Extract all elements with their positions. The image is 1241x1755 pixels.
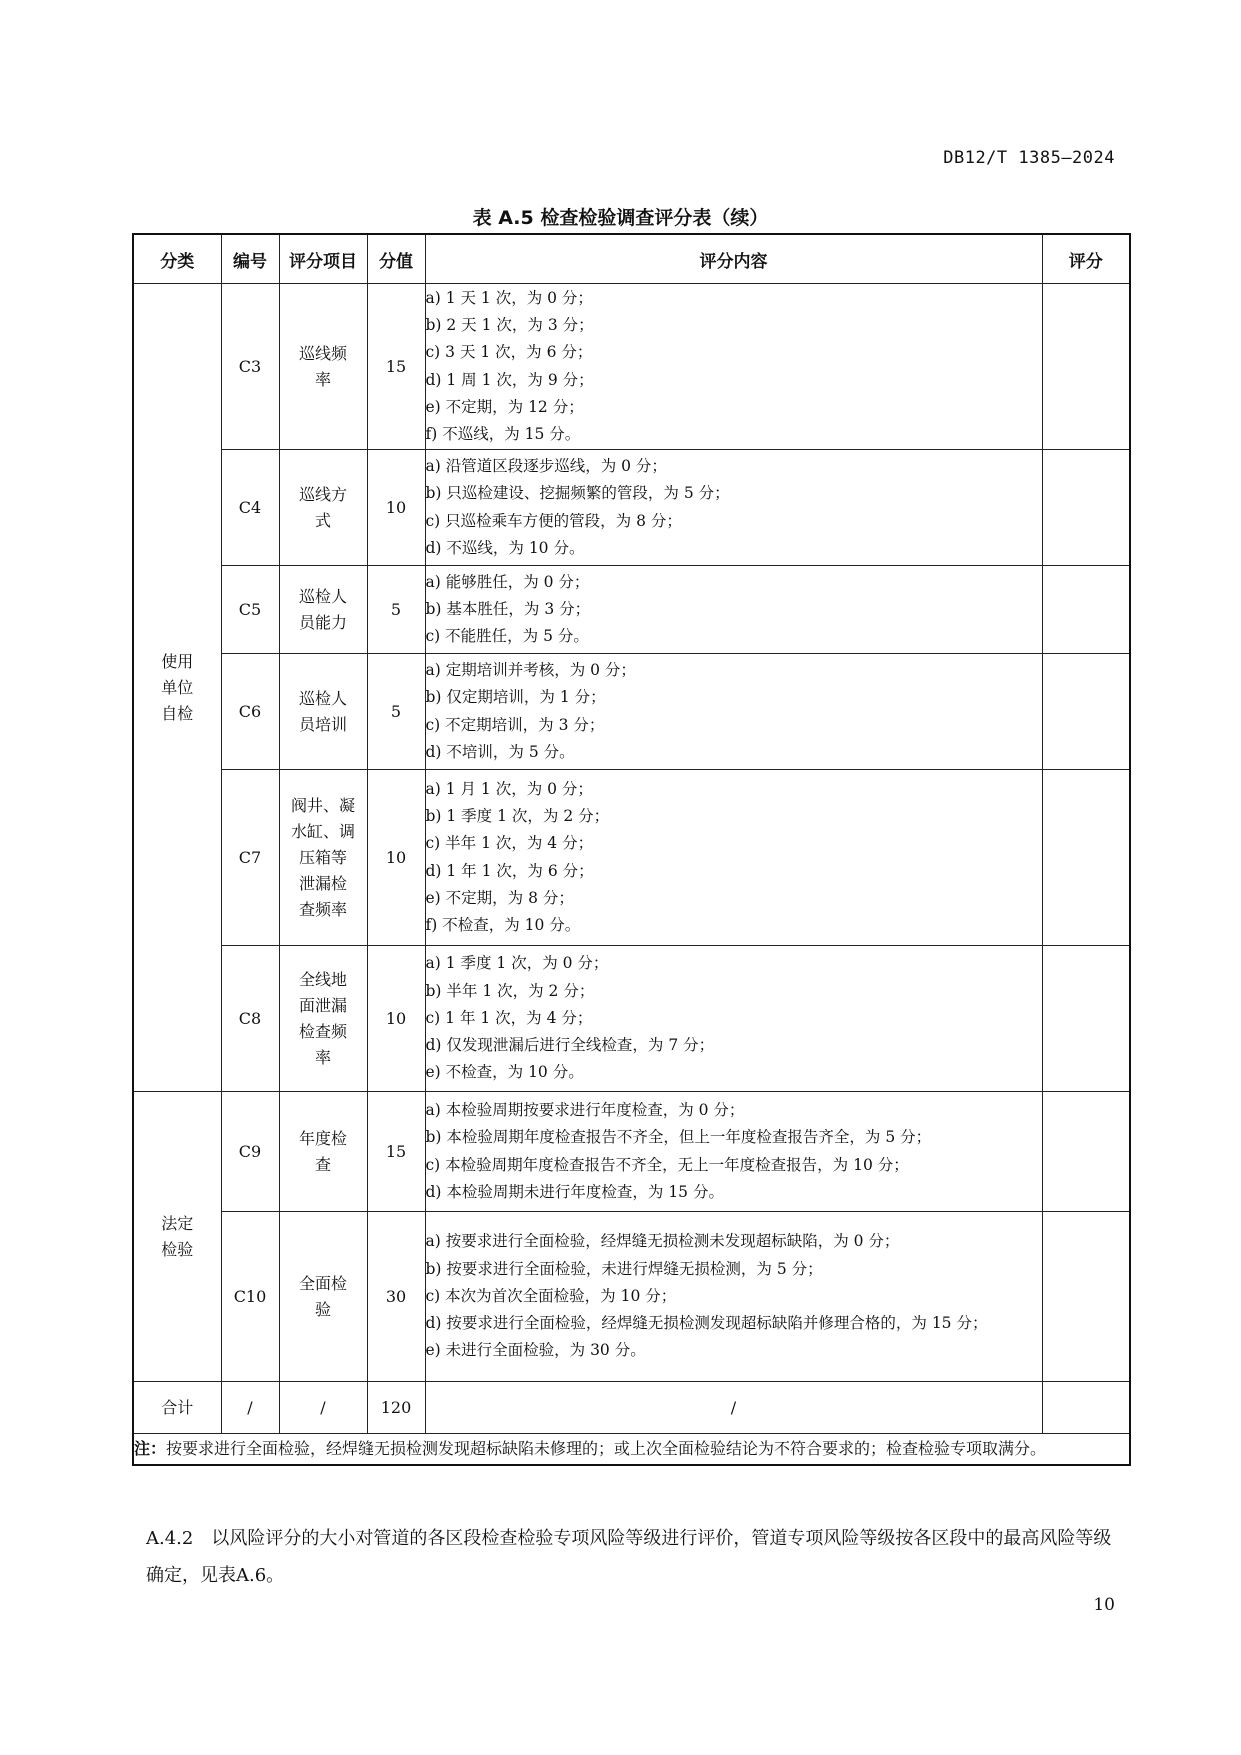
scoring-option-line: c) 半年 1 次，为 4 分； bbox=[425, 834, 594, 853]
scoring-option-line: f) 不检查，为 10 分。 bbox=[425, 915, 581, 934]
item-name-cell: 年度检 查 bbox=[279, 1092, 367, 1212]
scoring-option-line: e) 不检查，为 10 分。 bbox=[425, 1063, 584, 1082]
scoring-option-line: c) 不定期培训，为 3 分； bbox=[425, 715, 605, 734]
item-name-cell: 全面检 验 bbox=[279, 1212, 367, 1382]
total-label-cell: 合计 bbox=[133, 1382, 221, 1434]
scoring-content-cell bbox=[425, 450, 1042, 566]
scoring-content-cell bbox=[425, 654, 1042, 770]
score-value-cell: 15 bbox=[367, 1092, 425, 1212]
scoring-option-line: d) 按要求进行全面检验，经焊缝无损检测发现超标缺陷并修理合格的，为 15 分； bbox=[425, 1314, 988, 1333]
table-row bbox=[133, 1212, 1130, 1382]
col-header-content: 评分内容 bbox=[425, 234, 1042, 284]
rating-cell[interactable] bbox=[1042, 1212, 1130, 1382]
scoring-option-line: a) 1 天 1 次，为 0 分； bbox=[425, 288, 593, 307]
item-name-cell: 巡检人 员培训 bbox=[279, 654, 367, 770]
item-id-cell: C4 bbox=[221, 450, 279, 566]
note-text: 按要求进行全面检验，经焊缝无损检测发现超标缺陷未修理的；或上次全面检验结论为不符合要求的；检查检验专项取满分。 bbox=[166, 1439, 1047, 1458]
scoring-option-line: a) 沿管道区段逐步巡线，为 0 分； bbox=[425, 457, 667, 476]
scoring-content-cell bbox=[425, 1212, 1042, 1382]
rating-cell[interactable] bbox=[1042, 450, 1130, 566]
item-name-cell: 巡线频 率 bbox=[279, 284, 367, 450]
score-value-cell: 30 bbox=[367, 1212, 425, 1382]
item-id-cell: C7 bbox=[221, 770, 279, 946]
col-header-category: 分类 bbox=[133, 234, 221, 284]
item-id-cell: C6 bbox=[221, 654, 279, 770]
col-header-rating: 评分 bbox=[1042, 234, 1130, 284]
scoring-option-line: d) 1 年 1 次，为 6 分； bbox=[425, 861, 594, 880]
scoring-content-cell bbox=[425, 946, 1042, 1092]
table-row bbox=[133, 450, 1130, 566]
category-cell: 法定 检验 bbox=[133, 1092, 221, 1382]
item-id-cell: C8 bbox=[221, 946, 279, 1092]
col-header-score: 分值 bbox=[367, 234, 425, 284]
scoring-option-line: e) 未进行全面检验，为 30 分。 bbox=[425, 1341, 646, 1360]
scoring-option-line: a) 能够胜任，为 0 分； bbox=[425, 572, 590, 591]
scoring-option-line: a) 本检验周期按要求进行年度检查，为 0 分； bbox=[425, 1101, 745, 1120]
item-id-cell: C3 bbox=[221, 284, 279, 450]
col-header-item: 评分项目 bbox=[279, 234, 367, 284]
scoring-option-line: b) 只巡检建设、挖掘频繁的管段，为 5 分； bbox=[425, 484, 730, 503]
scoring-option-line: a) 按要求进行全面检验，经焊缝无损检测未发现超标缺陷，为 0 分； bbox=[425, 1232, 900, 1251]
table-header-row bbox=[133, 234, 1130, 284]
rating-cell[interactable] bbox=[1042, 566, 1130, 654]
scoring-option-line: d) 仅发现泄漏后进行全线检查，为 7 分； bbox=[425, 1036, 715, 1055]
table-row bbox=[133, 770, 1130, 946]
scoring-option-line: e) 不定期，为 12 分； bbox=[425, 397, 584, 416]
scoring-option-line: b) 仅定期培训，为 1 分； bbox=[425, 688, 606, 707]
item-id-cell: C10 bbox=[221, 1212, 279, 1382]
item-id-cell: C5 bbox=[221, 566, 279, 654]
total-score-cell: 120 bbox=[367, 1382, 425, 1434]
table-row bbox=[133, 946, 1130, 1092]
item-name-cell: 巡线方 式 bbox=[279, 450, 367, 566]
scoring-option-line: b) 半年 1 次，为 2 分； bbox=[425, 981, 595, 1000]
item-id-cell: C9 bbox=[221, 1092, 279, 1212]
scoring-option-line: a) 1 月 1 次，为 0 分； bbox=[425, 779, 593, 798]
scoring-option-line: f) 不巡线，为 15 分。 bbox=[425, 424, 581, 443]
scoring-option-line: b) 按要求进行全面检验，未进行焊缝无损检测，为 5 分； bbox=[425, 1259, 823, 1278]
scoring-content-cell bbox=[425, 566, 1042, 654]
item-name-cell: 阀井、凝 水缸、调 压箱等 泄漏检 查频率 bbox=[279, 770, 367, 946]
scoring-content-cell bbox=[425, 1092, 1042, 1212]
scoring-option-line: a) 1 季度 1 次，为 0 分； bbox=[425, 954, 609, 973]
scoring-option-line: c) 只巡检乘车方便的管段，为 8 分； bbox=[425, 511, 682, 530]
note-row bbox=[133, 1434, 1130, 1466]
item-name-cell: 巡检人 员能力 bbox=[279, 566, 367, 654]
note-label: 注： bbox=[134, 1439, 167, 1458]
scoring-option-line: e) 不定期，为 8 分； bbox=[425, 888, 574, 907]
scoring-content-cell bbox=[425, 284, 1042, 450]
rating-cell[interactable] bbox=[1042, 946, 1130, 1092]
rating-cell[interactable] bbox=[1042, 654, 1130, 770]
scoring-option-line: c) 3 天 1 次，为 6 分； bbox=[425, 343, 593, 362]
scoring-option-line: d) 本检验周期未进行年度检查，为 15 分。 bbox=[425, 1182, 724, 1201]
rating-cell[interactable] bbox=[1042, 770, 1130, 946]
total-item-cell: / bbox=[279, 1382, 367, 1434]
rating-cell[interactable] bbox=[1042, 1092, 1130, 1212]
col-header-id: 编号 bbox=[221, 234, 279, 284]
total-content-cell: / bbox=[425, 1382, 1042, 1434]
scoring-option-line: c) 1 年 1 次，为 4 分； bbox=[425, 1008, 593, 1027]
item-name-cell: 全线地 面泄漏 检查频 率 bbox=[279, 946, 367, 1092]
scoring-option-line: b) 1 季度 1 次，为 2 分； bbox=[425, 807, 610, 826]
scoring-option-line: a) 定期培训并考核，为 0 分； bbox=[425, 661, 636, 680]
rating-cell[interactable] bbox=[1042, 284, 1130, 450]
total-rating-cell[interactable] bbox=[1042, 1382, 1130, 1434]
scoring-option-line: c) 本次为首次全面检验，为 10 分； bbox=[425, 1286, 677, 1305]
section-paragraph: A.4.2 以风险评分的大小对管道的各区段检查检验专项风险等级进行评价，管道专项风险等级按各区段中的最高风险等级确定，见表A.6。 bbox=[146, 1528, 1112, 1586]
total-row bbox=[133, 1382, 1130, 1434]
scoring-option-line: d) 不培训，为 5 分。 bbox=[425, 742, 575, 761]
score-value-cell: 10 bbox=[367, 946, 425, 1092]
score-value-cell: 5 bbox=[367, 654, 425, 770]
table-title: 表 A.5 检查检验调查评分表（续） bbox=[472, 207, 769, 229]
table-row bbox=[133, 284, 1130, 450]
scoring-option-line: b) 本检验周期年度检查报告不齐全，但上一年度检查报告齐全，为 5 分； bbox=[425, 1128, 932, 1147]
document-code: DB12/T 1385—2024 bbox=[943, 148, 1115, 168]
table-row bbox=[133, 566, 1130, 654]
scoring-option-line: c) 本检验周期年度检查报告不齐全，无上一年度检查报告，为 10 分； bbox=[425, 1155, 909, 1174]
score-value-cell: 5 bbox=[367, 566, 425, 654]
category-cell: 使用 单位 自检 bbox=[133, 284, 221, 1092]
scoring-table bbox=[132, 233, 1131, 1466]
score-value-cell: 10 bbox=[367, 770, 425, 946]
score-value-cell: 15 bbox=[367, 284, 425, 450]
page-number: 10 bbox=[1093, 1595, 1115, 1615]
scoring-option-line: b) 基本胜任，为 3 分； bbox=[425, 599, 591, 618]
scoring-content-cell bbox=[425, 770, 1042, 946]
scoring-option-line: d) 1 周 1 次，为 9 分； bbox=[425, 370, 594, 389]
scoring-option-line: b) 2 天 1 次，为 3 分； bbox=[425, 316, 594, 335]
table-row bbox=[133, 1092, 1130, 1212]
total-id-cell: / bbox=[221, 1382, 279, 1434]
score-value-cell: 10 bbox=[367, 450, 425, 566]
note-cell bbox=[133, 1434, 1130, 1466]
scoring-option-line: c) 不能胜任，为 5 分。 bbox=[425, 627, 589, 646]
table-body bbox=[133, 284, 1130, 1466]
table-row bbox=[133, 654, 1130, 770]
scoring-option-line: d) 不巡线，为 10 分。 bbox=[425, 538, 585, 557]
